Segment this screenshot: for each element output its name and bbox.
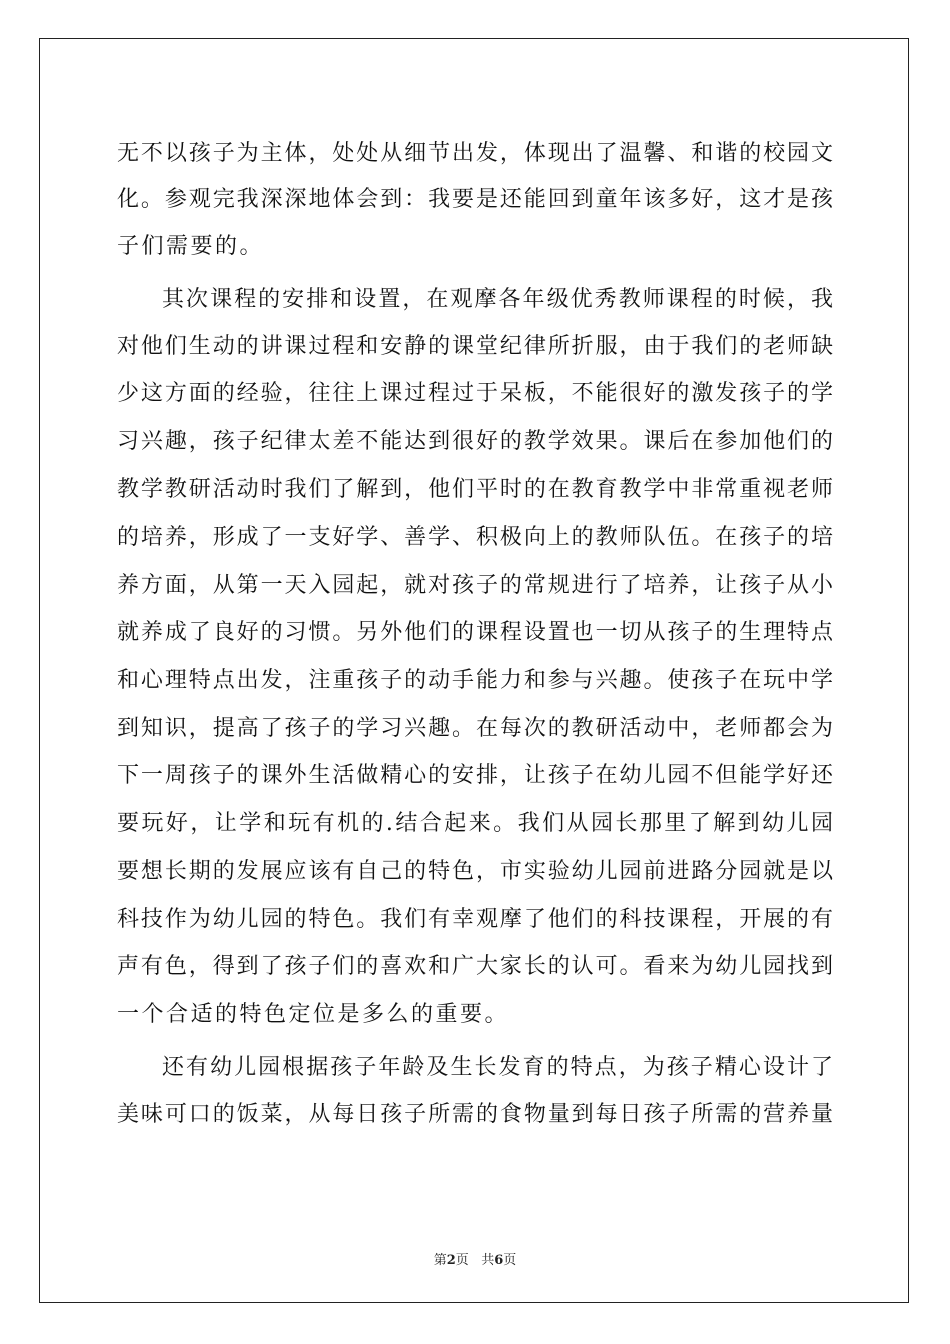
- text-line: 要想长期的发展应该有自己的特色，市实验幼儿园前进路分园就是以: [117, 859, 833, 884]
- text-line: 无不以孩子为主体，处处从细节出发，体现出了温馨、和谐的校园文: [117, 141, 833, 166]
- page-prefix: 第: [433, 1253, 447, 1268]
- text-line: 一个合适的特色定位是多么的重要。: [117, 1002, 510, 1027]
- total-prefix: 共: [481, 1253, 495, 1268]
- text-line: 对他们生动的讲课过程和安静的课堂纪律所折服，由于我们的老师缺: [117, 334, 833, 359]
- text-line: 化。参观完我深深地体会到：我要是还能回到童年该多好，这才是孩: [117, 187, 833, 212]
- text-line: 要玩好，让学和玩有机的.结合起来。我们从园长那里了解到幼儿园: [117, 811, 833, 836]
- text-line: 美味可口的饭菜，从每日孩子所需的食物量到每日孩子所需的营养量: [117, 1102, 833, 1127]
- text-line: 就养成了良好的习惯。另外他们的课程设置也一切从孩子的生理特点: [117, 620, 833, 645]
- text-line: 少这方面的经验，往往上课过程过于呆板，不能很好的激发孩子的学: [117, 381, 833, 406]
- page-number: 2: [446, 1253, 456, 1268]
- text-line: 下一周孩子的课外生活做精心的安排，让孩子在幼儿园不但能学好还: [117, 763, 833, 788]
- total-pages: 6: [494, 1253, 504, 1268]
- text-line: 和心理特点出发，注重孩子的动手能力和参与兴趣。使孩子在玩中学: [117, 668, 833, 693]
- page-suffix: 页: [455, 1253, 469, 1268]
- paragraph-first-line: 其次课程的安排和设置，在观摩各年级优秀教师课程的时候，我: [162, 287, 833, 312]
- page-footer: [0, 1249, 950, 1268]
- text-line: 教学教研活动时我们了解到，他们平时的在教育教学中非常重视老师: [117, 477, 833, 502]
- paragraph-first-line: 还有幼儿园根据孩子年龄及生长发育的特点，为孩子精心设计了: [162, 1055, 833, 1080]
- text-line: 养方面，从第一天入园起，就对孩子的常规进行了培养，让孩子从小: [117, 573, 833, 598]
- text-line: 声有色，得到了孩子们的喜欢和广大家长的认可。看来为幼儿园找到: [117, 954, 833, 979]
- text-line: 科技作为幼儿园的特色。我们有幸观摩了他们的科技课程，开展的有: [117, 907, 833, 932]
- text-line: 的培养，形成了一支好学、善学、积极向上的教师队伍。在孩子的培: [117, 525, 833, 550]
- total-suffix: 页: [503, 1253, 517, 1268]
- text-line: 子们需要的。: [117, 234, 265, 259]
- text-line: 习兴趣，孩子纪律太差不能达到很好的教学效果。课后在参加他们的: [117, 429, 833, 454]
- text-line: 到知识，提高了孩子的学习兴趣。在每次的教研活动中，老师都会为: [117, 716, 833, 741]
